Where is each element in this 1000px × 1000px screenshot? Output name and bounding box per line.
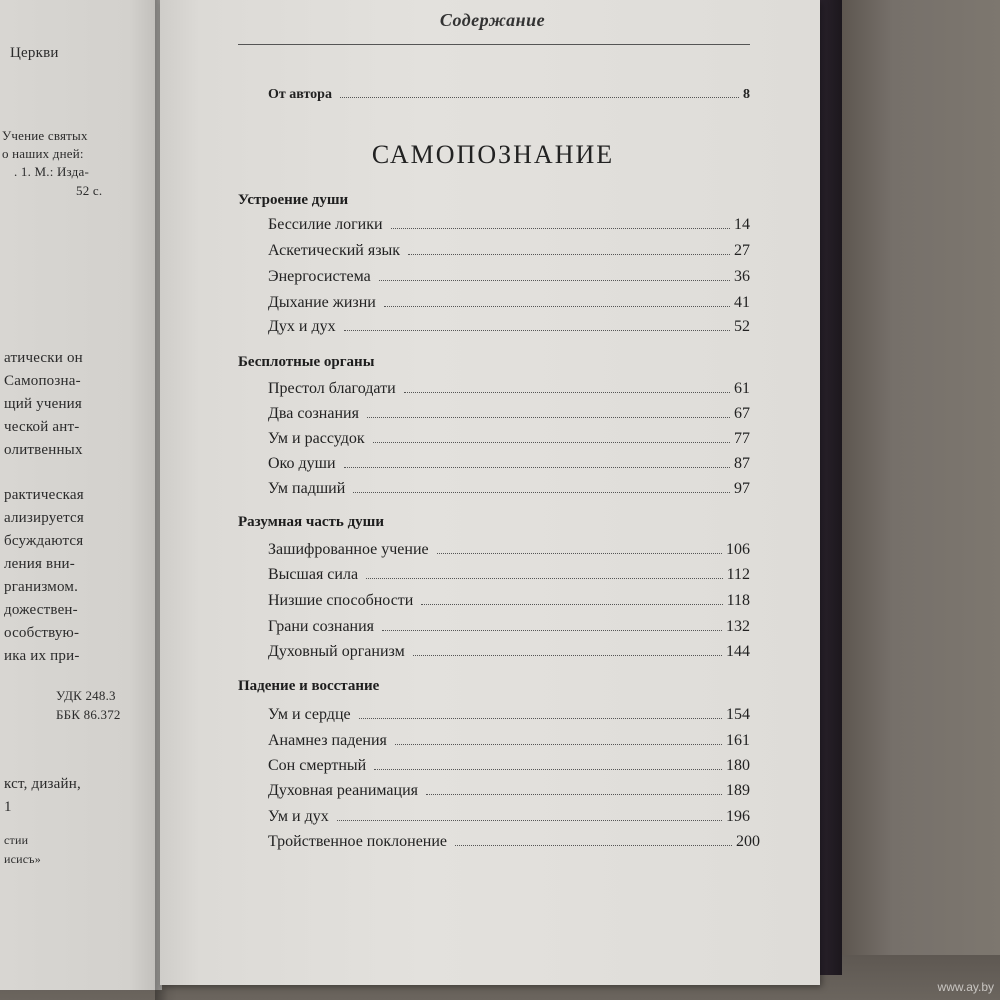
toc-entry [268, 566, 750, 584]
toc-entry [268, 216, 750, 234]
toc-entry-page: 61 [734, 380, 750, 397]
toc-entry-page: 14 [734, 216, 750, 233]
watermark: www.ay.by [937, 980, 994, 994]
toc-entry [268, 294, 750, 312]
toc-entry-page: 87 [734, 455, 750, 472]
toc-entry-page: 200 [736, 833, 760, 850]
toc-entry-label: Дыхание жизни [268, 294, 376, 311]
toc-entry [268, 480, 750, 498]
left-text-line: стии [4, 833, 29, 847]
toc-entry-page: 52 [734, 318, 750, 335]
toc-entry [268, 643, 750, 661]
toc-leader [395, 734, 722, 745]
toc-entry [268, 541, 750, 559]
toc-leader [337, 810, 722, 821]
toc-leader [359, 708, 722, 719]
toc-leader [353, 482, 730, 493]
toc-entry [268, 833, 760, 851]
left-text-line: олитвенных [4, 442, 83, 458]
toc-entry [268, 592, 750, 610]
udk-code: УДК 248.3 [56, 688, 116, 703]
toc-entry-label: Высшая сила [268, 566, 359, 583]
toc-leader [374, 759, 722, 770]
left-text-line: ления вни- [4, 556, 75, 572]
section-title: САМОПОЗНАНИЕ [371, 140, 615, 169]
toc-entry-label: Ум и сердце [268, 706, 351, 723]
left-text-line: . 1. М.: Изда- [14, 164, 89, 179]
left-text-line: 1 [4, 799, 12, 815]
toc-entry-label: Око души [268, 455, 336, 472]
running-head: Содержание [439, 10, 546, 30]
left-text-line: рганизмом. [4, 579, 79, 595]
toc-entry-label: Зашифрованное учение [268, 541, 429, 558]
toc-entry-page: 77 [734, 430, 750, 447]
chapter-heading: Падение и восстание [238, 678, 380, 694]
toc-entry [268, 380, 750, 398]
toc-entry-label: Два сознания [268, 405, 359, 422]
toc-preface-row [268, 87, 750, 103]
toc-entry [268, 242, 750, 260]
toc-entry-page: 67 [734, 405, 750, 422]
toc-leader [384, 296, 730, 307]
left-text-line: особствую- [4, 625, 80, 641]
left-text-line: атически он [4, 350, 83, 366]
chapter-heading: Разумная часть души [238, 514, 384, 530]
toc-entry-label: Аскетический язык [268, 242, 401, 259]
toc-entry [268, 618, 750, 636]
left-text-line: о наших дней: [2, 146, 84, 161]
left-page [0, 0, 162, 990]
toc-entry-page: 41 [734, 294, 750, 311]
left-text-line: Церкви [10, 45, 59, 61]
toc-entry-page: 196 [726, 808, 750, 825]
toc-preface-label: От автора [268, 87, 332, 102]
header-rule [238, 44, 750, 45]
toc-leader [344, 457, 730, 468]
toc-leader [366, 568, 723, 579]
left-text-line: Учение святых [2, 128, 88, 143]
toc-entry-label: Духовная реанимация [268, 782, 419, 799]
chapter-heading: Устроение души [238, 192, 349, 208]
toc-entry [268, 706, 750, 724]
toc-entry-label: Ум падший [268, 480, 346, 497]
left-text-line: 52 с. [76, 183, 103, 198]
toc-leader [426, 784, 722, 795]
toc-leader [437, 543, 722, 554]
toc-entry-page: 180 [726, 757, 750, 774]
toc-entry-label: Бессилие логики [268, 216, 383, 233]
toc-entry-label: Духовный организм [268, 643, 405, 660]
toc-entry-label: Анамнез падения [268, 732, 387, 749]
toc-leader [344, 320, 730, 331]
toc-entry-label: Сон смертный [268, 757, 367, 774]
toc-preface-page: 8 [743, 87, 750, 102]
toc-entry-label: Тройственное поклонение [268, 833, 448, 850]
toc-entry-label: Ум и дух [268, 808, 329, 825]
left-text-line: ика их при- [4, 648, 80, 664]
toc-leader [373, 432, 730, 443]
toc-entry-page: 189 [726, 782, 750, 799]
toc-entry-label: Престол благодати [268, 380, 396, 397]
toc-entry-page: 132 [726, 618, 750, 635]
toc-entry-page: 106 [726, 541, 750, 558]
toc-entry [268, 732, 750, 750]
toc-entry-page: 161 [726, 732, 750, 749]
toc-leader [413, 645, 722, 656]
toc-entry-page: 144 [726, 643, 750, 660]
toc-entry-label: Ум и рассудок [268, 430, 365, 447]
toc-leader [391, 218, 730, 229]
toc-entry-page: 112 [726, 566, 750, 583]
bbk-code: ББК 86.372 [56, 707, 121, 722]
toc-leader [404, 382, 730, 393]
toc-entry [268, 405, 750, 423]
table-surface-right [835, 0, 1000, 1000]
toc-leader [379, 270, 730, 281]
toc-leader [408, 244, 730, 255]
toc-entry-label: Низшие способности [268, 592, 414, 609]
left-text-line: ализируется [4, 510, 85, 526]
toc-entry-page: 27 [734, 242, 750, 259]
toc-entry [268, 808, 750, 826]
toc-entry-label: Энергосистема [268, 268, 371, 285]
toc-leader [382, 620, 722, 631]
toc-entry-page: 97 [734, 480, 750, 497]
toc-leader [340, 87, 739, 98]
left-text-line: ческой ант- [4, 419, 80, 435]
left-text-line: рактическая [4, 487, 84, 503]
toc-entry-label: Грани сознания [268, 618, 375, 635]
left-text-line: щий учения [4, 396, 83, 412]
toc-entry-page: 118 [726, 592, 750, 609]
left-text-line: дожествен- [4, 602, 78, 618]
left-text-line: бсуждаются [4, 533, 84, 549]
toc-entry [268, 757, 750, 775]
toc-entry [268, 455, 750, 473]
toc-leader [455, 835, 732, 846]
left-text-line: кст, дизайн, [4, 776, 81, 792]
toc-entry-page: 36 [734, 268, 750, 285]
toc-leader [421, 594, 722, 605]
left-text-line: исисъ» [4, 852, 41, 866]
toc-entry [268, 318, 750, 336]
left-text-line: Самопозна- [4, 373, 81, 389]
toc-entry-label: Дух и дух [268, 318, 336, 335]
toc-entry [268, 782, 750, 800]
chapter-heading: Бесплотные органы [238, 354, 375, 370]
toc-leader [367, 407, 730, 418]
toc-entry-page: 154 [726, 706, 750, 723]
toc-entry [268, 268, 750, 286]
toc-entry [268, 430, 750, 448]
